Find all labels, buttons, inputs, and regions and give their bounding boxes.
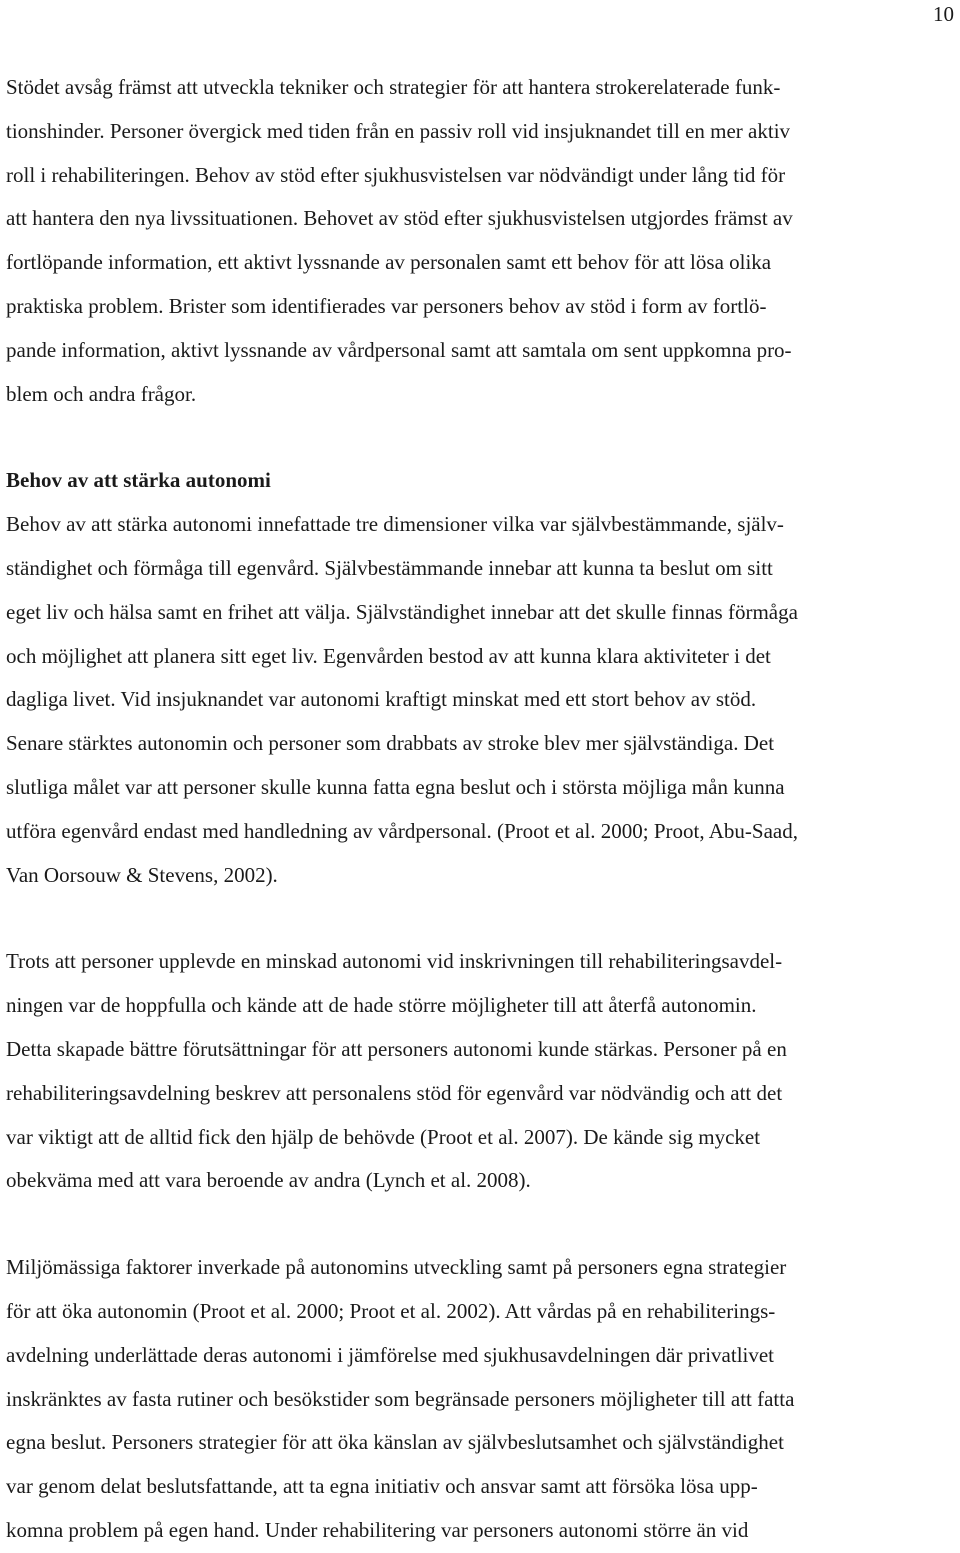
text-line: dagliga livet. Vid insjuknandet var autonomi kraftigt minskat med ett stort behov av stöd.: [6, 687, 757, 712]
text-line: tionshinder. Personer övergick med tiden från en passiv roll vid insjuknandet till en mer aktiv: [6, 118, 791, 143]
text-line: Miljömässiga faktorer inverkade på autonomins utveckling samt på personers egna strategier: [6, 1255, 787, 1280]
text-line: var genom delat beslutsfattande, att ta egna initiativ och ansvar samt att försöka lösa upp-: [6, 1474, 758, 1499]
text-line: utföra egenvård endast med handledning av vårdpersonal. (Proot et al. 2000; Proot, Abu-Saad,: [6, 818, 798, 843]
paragraph-support-strategies: [6, 66, 958, 416]
text-line: blem och andra frågor.: [6, 381, 197, 406]
text-line: obekväma med att vara beroende av andra (Lynch et al. 2008).: [6, 1168, 531, 1193]
text-line: ständighet och förmåga till egenvård. Självbestämmande innebar att kunna ta beslut om sitt: [6, 555, 773, 580]
text-line: Van Oorsouw & Stevens, 2002).: [6, 862, 278, 887]
text-line: pande information, aktivt lyssnande av vårdpersonal samt att samtala om sent uppkomna pro-: [6, 337, 792, 362]
text-line: för att öka autonomin (Proot et al. 2000; Proot et al. 2002). Att vårdas på en rehabiliterings-: [6, 1298, 776, 1323]
text-line: var viktigt att de alltid fick den hjälp de behövde (Proot et al. 2007). De kände sig mycket: [6, 1124, 761, 1149]
section-heading: Behov av att stärka autonomi: [6, 468, 271, 493]
paragraph-spacer: [6, 1203, 958, 1246]
paragraph-spacer: [6, 416, 958, 459]
text-line: ningen var de hoppfulla och kände att de hade större möjligheter till att återfå autonomin.: [6, 993, 757, 1018]
text-line: Trots att personer upplevde en minskad autonomi vid inskrivningen till rehabiliteringsavdel-: [6, 949, 783, 974]
text-line: egna beslut. Personers strategier för att öka känslan av självbeslutsamhet och självständighet: [6, 1430, 784, 1455]
text-line: rehabiliteringsavdelning beskrev att personalens stöd för egenvård var nödvändig och att det: [6, 1080, 783, 1105]
text-line: slutliga målet var att personer skulle kunna fatta egna beslut och i största möjliga mån kunna: [6, 774, 785, 799]
text-line: att hantera den nya livssituationen. Behovet av stöd efter sjukhusvistelsen utgjordes främst av: [6, 206, 793, 231]
text-line: Stödet avsåg främst att utveckla tekniker och strategier för att hantera strokerelaterade funk-: [6, 75, 781, 99]
text-line: roll i rehabiliteringen. Behov av stöd efter sjukhusvistelsen var nödvändigt under lång tid för: [6, 162, 786, 187]
text-line: Behov av att stärka autonomi innefattade tre dimensioner vilka var självbestämmande, själv-: [6, 512, 784, 537]
page-body: [6, 66, 958, 1553]
text-line: avdelning underlättade deras autonomi i jämförelse med sjukhusavdelningen där privatlivet: [6, 1342, 775, 1367]
text-line: inskränktes av fasta rutiner och besökstider som begränsade personers möjligheter till att fatta: [6, 1386, 795, 1411]
page-number: 10: [933, 2, 954, 26]
paragraph-environmental-factors: [6, 1246, 958, 1553]
text-line: och möjlighet att planera sitt eget liv. Egenvården bestod av att kunna klara aktiviteter i det: [6, 643, 771, 668]
paragraph-autonomy-dimensions: [6, 503, 958, 897]
paragraph-spacer: [6, 897, 958, 940]
text-line: Detta skapade bättre förutsättningar för att personers autonomi kunde stärkas. Personer på en: [6, 1036, 787, 1061]
text-line: eget liv och hälsa samt en frihet att välja. Självständighet innebar att det skulle finnas förmåga: [6, 599, 798, 624]
text-line: Senare stärktes autonomin och personer som drabbats av stroke blev mer självständiga. Det: [6, 731, 775, 756]
paragraph-reduced-autonomy: [6, 940, 958, 1203]
text-line: praktiska problem. Brister som identifierades var personers behov av stöd i form av fortlö-: [6, 293, 767, 318]
text-line: komna problem på egen hand. Under rehabilitering var personers autonomi större än vid: [6, 1517, 749, 1542]
text-line: fortlöpande information, ett aktivt lyssnande av personalen samt ett behov för att lösa olika: [6, 250, 772, 275]
